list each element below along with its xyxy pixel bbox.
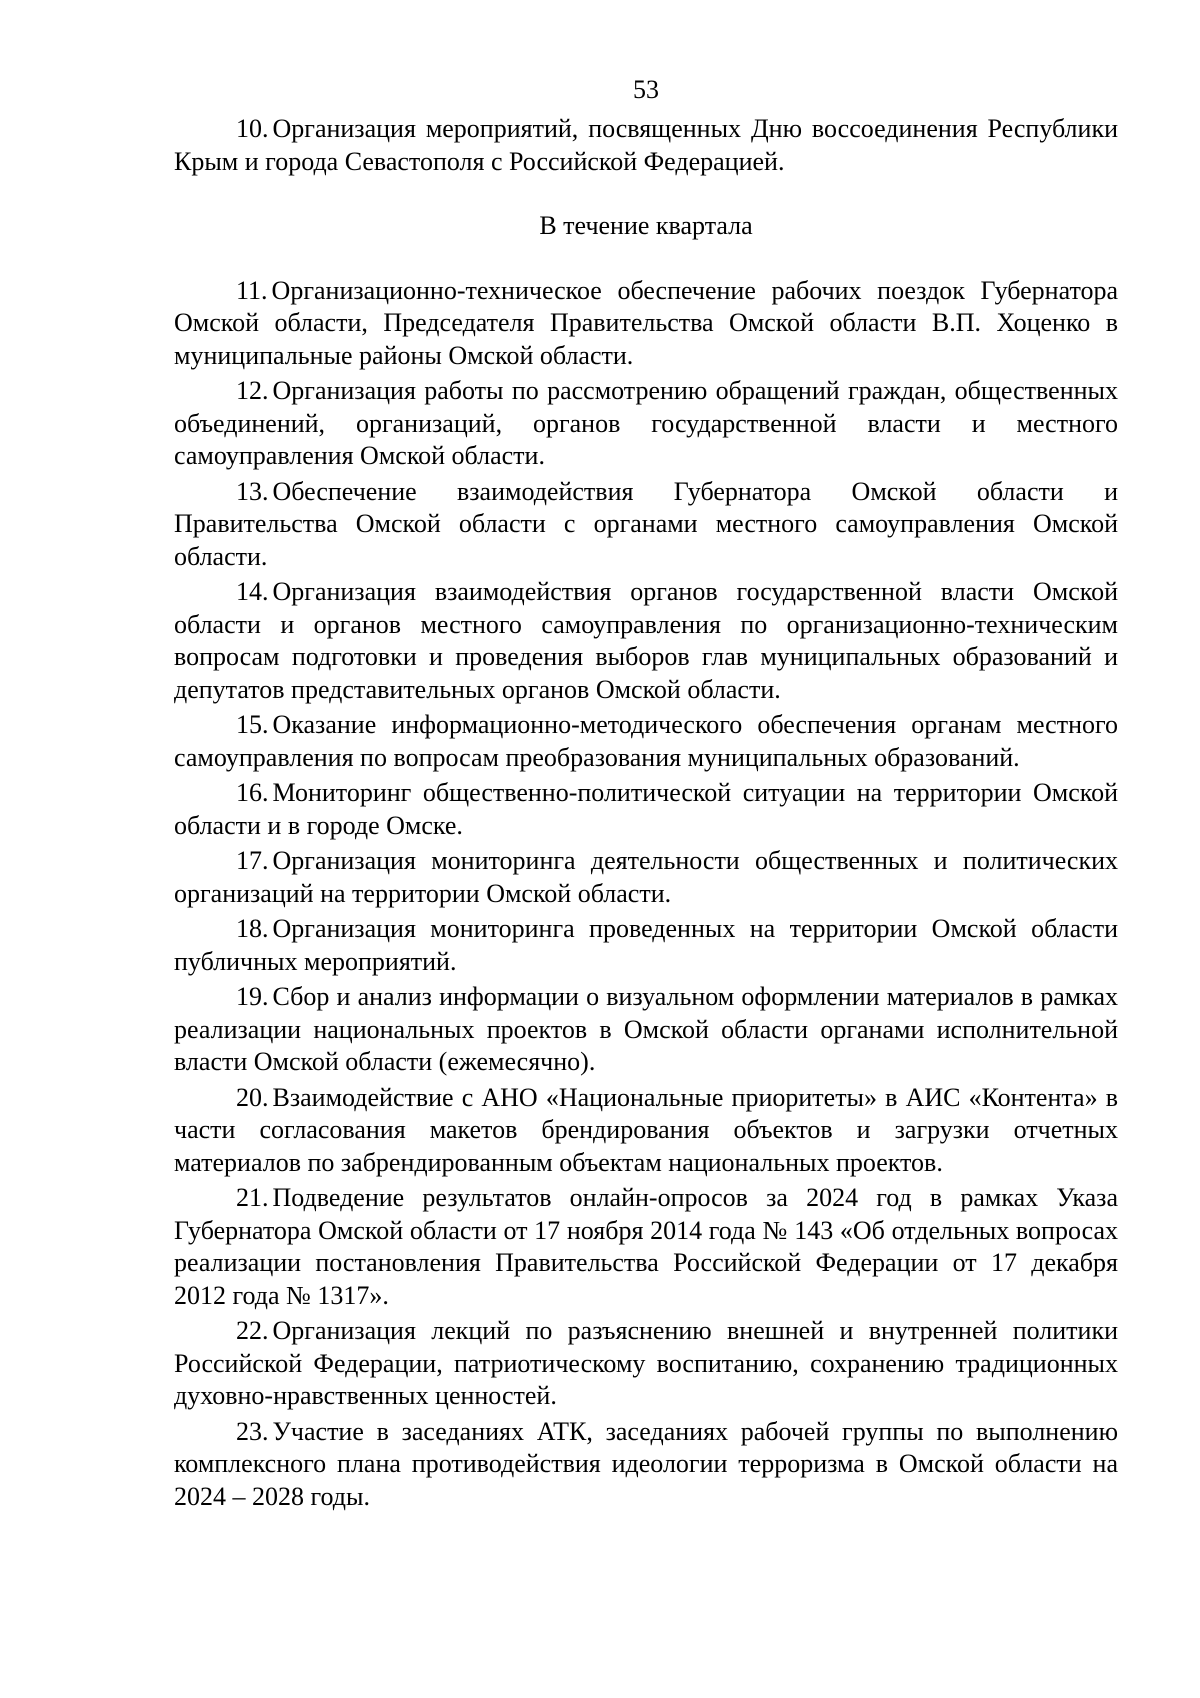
item-number: 10. xyxy=(236,114,269,143)
item-number: 20. xyxy=(236,1082,269,1112)
document-page xyxy=(174,74,1118,1516)
item-text: Организация мониторинга проведенных на территории Омской области публичных мероприятий. xyxy=(174,914,1118,976)
list-item xyxy=(174,275,1118,373)
item-number: 18. xyxy=(236,914,269,943)
list-item xyxy=(174,576,1118,706)
item-text: Сбор и анализ информации о визуальном оформлении материалов в рамках реализации национальных проектов в Омской области органами исполнительной власти Омской области (ежемесячно). xyxy=(174,982,1118,1076)
item-text: Взаимодействие с АНО «Национальные приоритеты» в АИС «Контента» в части согласования макетов брендирования объектов и загрузки отчетных материалов по забрендированным объектам национальных проектов. xyxy=(174,1082,1118,1177)
item-text: Организация работы по рассмотрению обращений граждан, общественных объединений, организаций, органов государственной власти и местного самоуправления Омской области. xyxy=(174,376,1118,470)
item-number: 14. xyxy=(236,577,269,606)
item-number: 12. xyxy=(236,376,269,405)
item-number: 15. xyxy=(236,710,269,739)
list-item xyxy=(174,1182,1118,1312)
item-number: 16. xyxy=(236,778,269,807)
item-text: Подведение результатов онлайн-опросов за 2024 год в рамках Указа Губернатора Омской области от 17 ноября 2014 года № 143 «Об отдельных вопросах реализации постановления Правительства Российской Федерации от 17 декабря 2012 года № 1317». xyxy=(174,1183,1118,1310)
item-text: Организация взаимодействия органов государственной власти Омской области и органов местного самоуправления по организационно-техническим вопросам подготовки и проведения выборов глав муниципальных образований и депутатов представительных органов Омской области. xyxy=(174,577,1118,704)
list-item xyxy=(174,981,1118,1079)
item-text: Организационно-техническое обеспечение рабочих поездок Губернатора Омской области, Председателя Правительства Омской области В.П. Хоценко в муниципальные районы Омской области. xyxy=(174,275,1118,370)
section-heading: В течение квартала xyxy=(539,211,753,240)
list-item xyxy=(174,476,1118,574)
item-text: Оказание информационно-методического обеспечения органам местного самоуправления по вопросам преобразования муниципальных образований. xyxy=(174,710,1118,772)
item-text: Мониторинг общественно-политической ситуации на территории Омской области и в городе Омске. xyxy=(174,778,1118,840)
list-item xyxy=(174,375,1118,473)
list-item xyxy=(174,1315,1118,1413)
list-item xyxy=(174,777,1118,842)
item-number: 21. xyxy=(236,1183,269,1212)
list-item xyxy=(174,113,1118,178)
item-number: 22. xyxy=(236,1316,269,1345)
item-number: 13. xyxy=(236,476,269,506)
list-item xyxy=(174,1416,1118,1514)
list-item xyxy=(174,709,1118,774)
item-number: 19. xyxy=(236,982,269,1011)
item-text: Организация мониторинга деятельности общественных и политических организаций на территории Омской области. xyxy=(174,846,1118,908)
item-text: Организация мероприятий, посвященных Дню воссоединения Республики Крым и города Севастополя с Российской Федерацией. xyxy=(174,114,1118,176)
item-number: 17. xyxy=(236,846,269,875)
page-number: 53 xyxy=(633,75,659,104)
item-text: Организация лекций по разъяснению внешней и внутренней политики Российской Федерации, патриотическому воспитанию, сохранению традиционных духовно-нравственных ценностей. xyxy=(174,1316,1118,1410)
list-item xyxy=(174,845,1118,910)
list-item xyxy=(174,1082,1118,1180)
item-text: Обеспечение взаимодействия Губернатора Омской области и Правительства Омской области с органами местного самоуправления Омской области. xyxy=(174,476,1118,571)
item-number: 23. xyxy=(236,1416,269,1446)
item-number: 11. xyxy=(236,275,268,305)
list-item xyxy=(174,913,1118,978)
item-text: Участие в заседаниях АТК, заседаниях рабочей группы по выполнению комплексного плана противодействия идеологии терроризма в Омской области на 2024 – 2028 годы. xyxy=(174,1416,1118,1511)
